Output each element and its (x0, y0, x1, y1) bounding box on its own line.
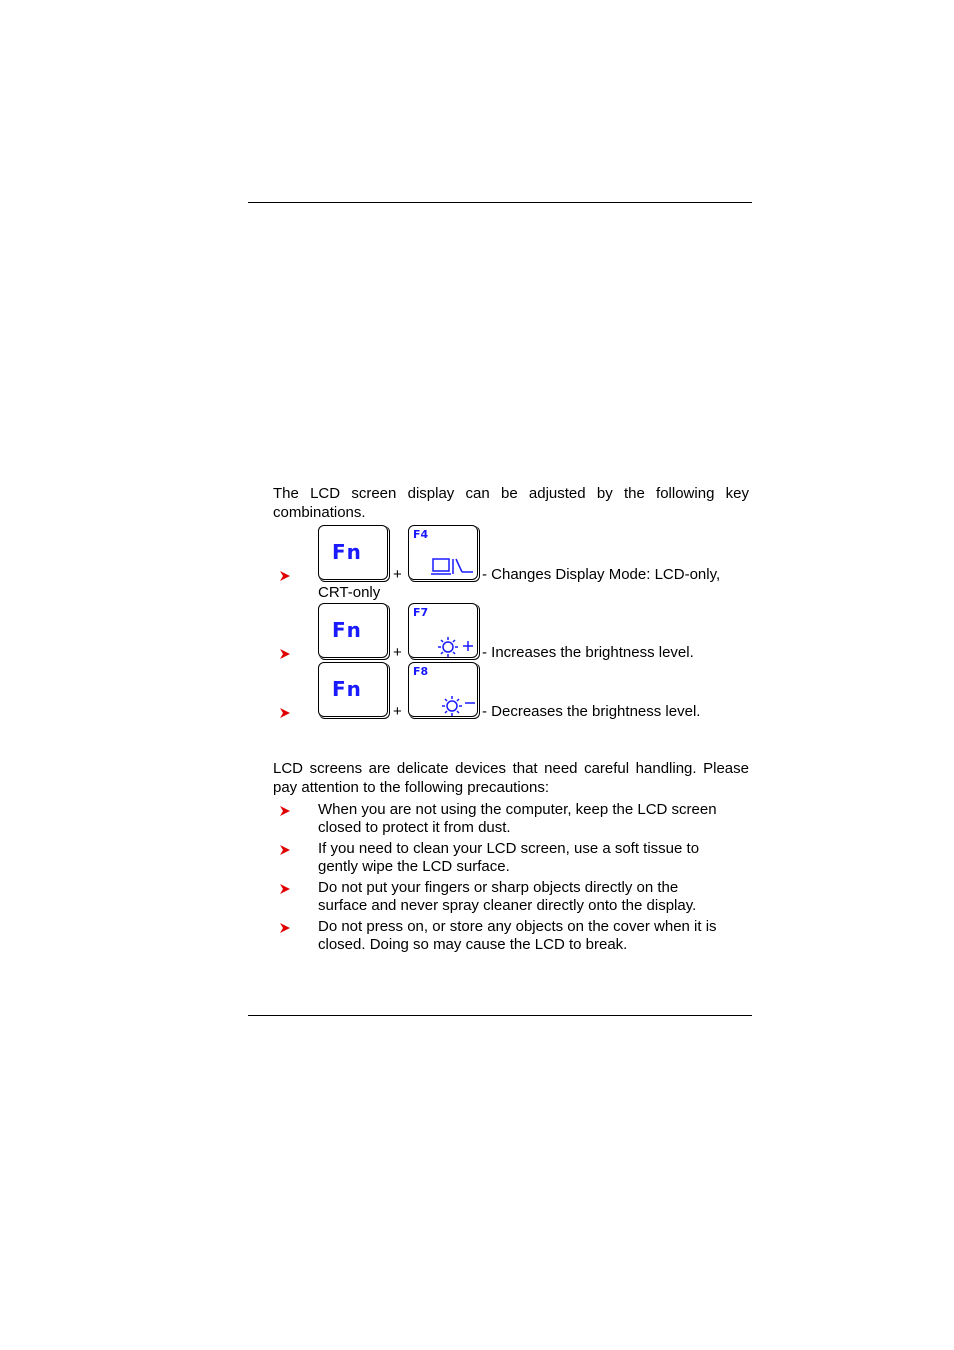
combo-description-continued: CRT-only (318, 584, 381, 601)
fn-key-label: Fn (332, 618, 362, 642)
f7-key (408, 603, 478, 658)
arrow-bullet-icon (279, 883, 291, 895)
combo-description: - Decreases the brightness level. (482, 703, 701, 720)
arrow-bullet-icon (279, 570, 291, 582)
precaution-line: If you need to clean your LCD screen, use a soft tissue to (318, 840, 700, 857)
f8-key-label: F8 (413, 665, 429, 678)
precaution-line: closed to protect it from dust. (318, 819, 511, 836)
display-switch-icon (431, 556, 477, 578)
arrow-bullet-icon (279, 648, 291, 660)
f7-key-label: F7 (413, 606, 429, 619)
header-rule (248, 202, 752, 203)
arrow-bullet-icon (279, 922, 291, 934)
brightness-up-icon (437, 636, 477, 658)
care-intro-paragraph: LCD screens are delicate devices that need careful handling. Please pay attention to the following precautions: (273, 760, 749, 796)
footer-rule (248, 1015, 752, 1016)
plus-sign: + (393, 566, 402, 583)
precaution-line: gently wipe the LCD surface. (318, 858, 510, 875)
fn-key (318, 603, 388, 658)
fn-key (318, 525, 388, 580)
precaution-line: Do not put your fingers or sharp objects directly on the (318, 879, 679, 896)
precaution-line: When you are not using the computer, keep the LCD screen (318, 801, 717, 818)
arrow-bullet-icon (279, 707, 291, 719)
precaution-line: surface and never spray cleaner directly onto the display. (318, 897, 697, 914)
fn-key-label: Fn (332, 540, 362, 564)
f8-key (408, 662, 478, 717)
combo-description: - Changes Display Mode: LCD-only, (482, 566, 721, 583)
f4-key (408, 525, 478, 580)
arrow-bullet-icon (279, 844, 291, 856)
plus-sign: + (393, 644, 402, 661)
precaution-item (318, 918, 750, 954)
precaution-item (318, 879, 750, 915)
f4-key-label: F4 (413, 528, 429, 541)
intro-paragraph: The LCD screen display can be adjusted by the following key combinations. (273, 485, 749, 521)
brightness-down-icon (441, 695, 479, 717)
precaution-item (318, 840, 750, 876)
arrow-bullet-icon (279, 805, 291, 817)
precaution-line: Do not press on, or store any objects on the cover when it is (318, 918, 717, 935)
plus-sign: + (393, 703, 402, 720)
fn-key (318, 662, 388, 717)
fn-key-label: Fn (332, 677, 362, 701)
precaution-item (318, 801, 750, 837)
precaution-line: closed. Doing so may cause the LCD to break. (318, 936, 628, 953)
combo-description: - Increases the brightness level. (482, 644, 694, 661)
